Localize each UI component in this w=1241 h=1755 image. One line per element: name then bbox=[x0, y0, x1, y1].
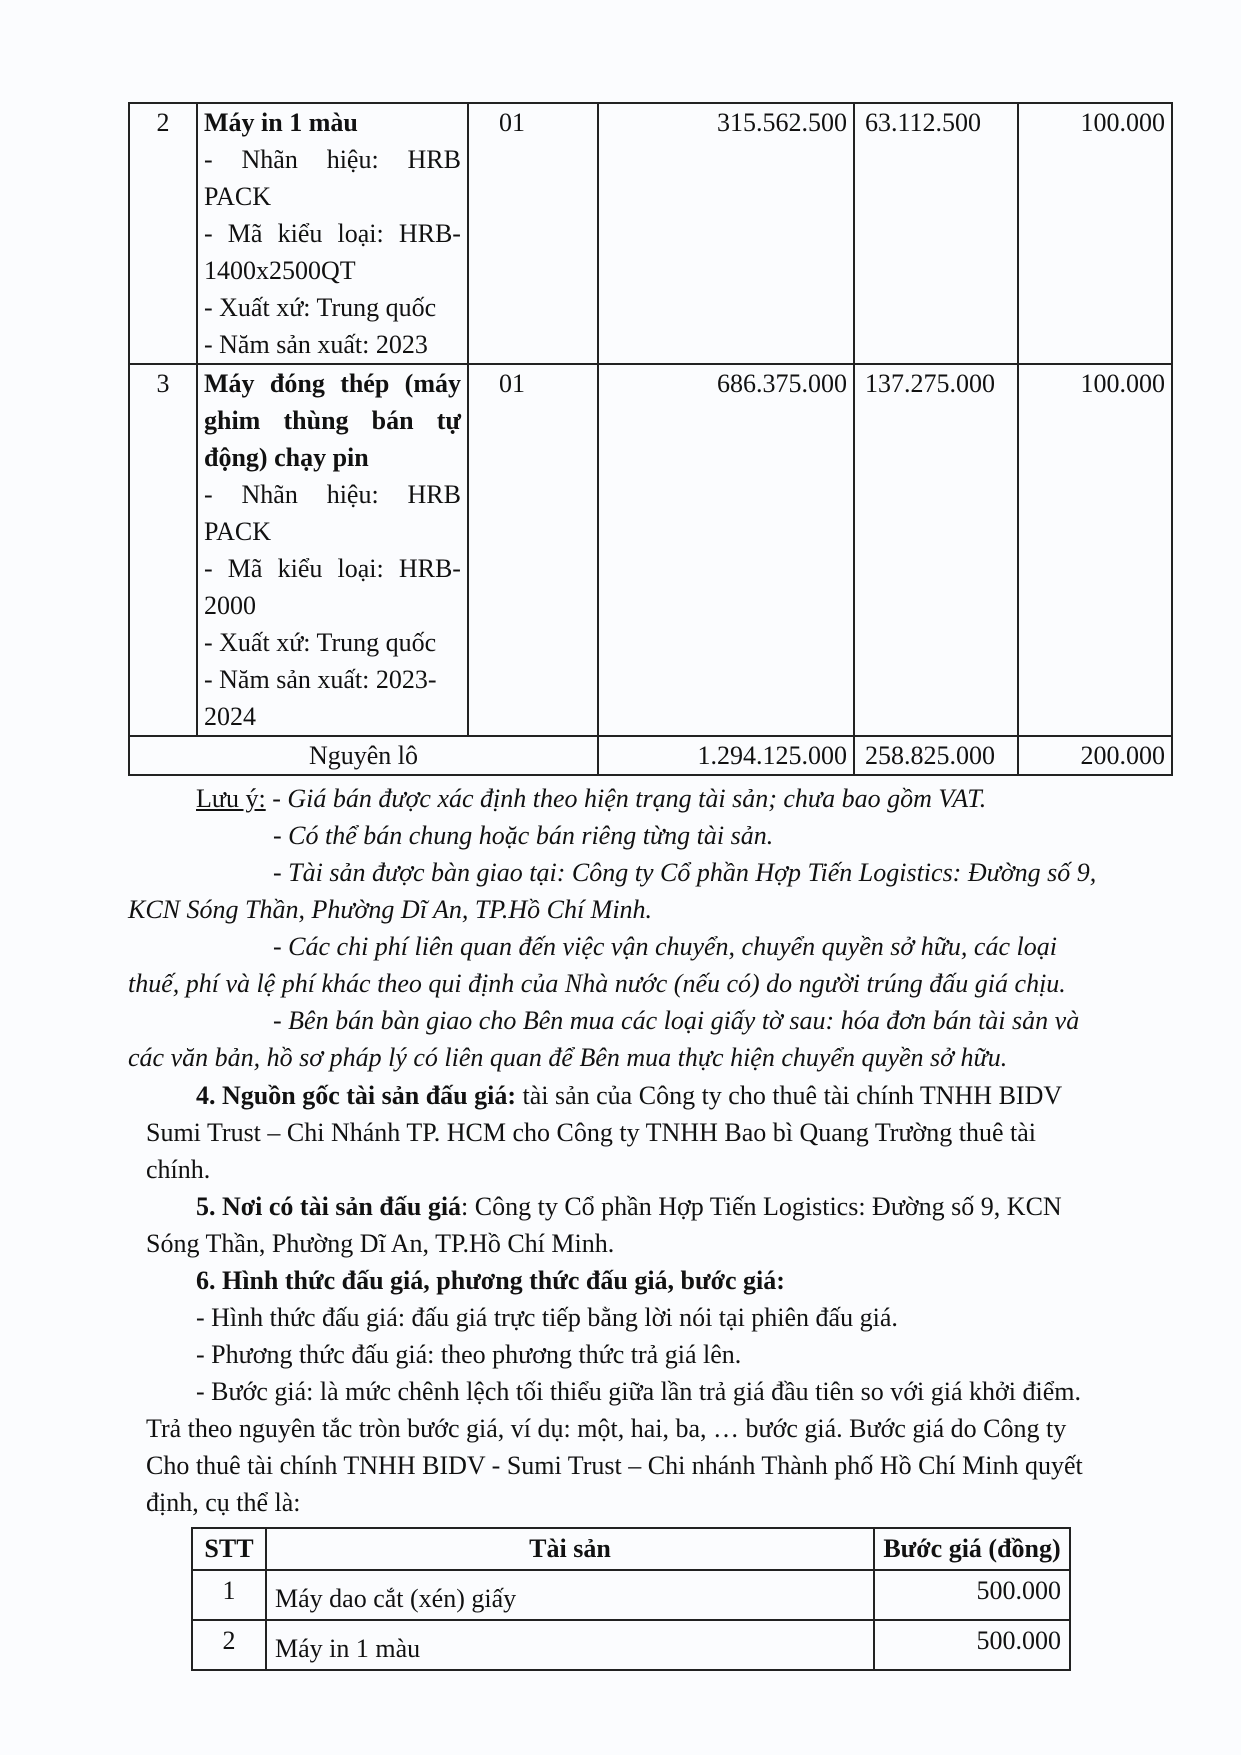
asset-detail: - Nhãn hiệu: HRB bbox=[204, 480, 461, 509]
section-line: chính. bbox=[146, 1155, 211, 1184]
note-line: - Tài sản được bàn giao tại: Công ty Cổ phần Hợp Tiến Logistics: Đường số 9, bbox=[273, 858, 1097, 887]
asset-detail: - Mã kiểu loại: HRB- bbox=[204, 219, 461, 248]
section-line: Trả theo nguyên tắc tròn bước giá, ví dụ: một, hai, ba, … bước giá. Bước giá do Công ty bbox=[146, 1414, 1067, 1443]
asset-detail: PACK bbox=[204, 182, 271, 211]
note-line: - Có thể bán chung hoặc bán riêng từng tài sản. bbox=[273, 821, 774, 850]
section-line: định, cụ thể là: bbox=[146, 1488, 301, 1517]
section-heading: 6. Hình thức đấu giá, phương thức đấu giá, bước giá: bbox=[196, 1266, 785, 1295]
section-heading: 4. Nguồn gốc tài sản đấu giá: bbox=[196, 1081, 516, 1110]
asset-detail: - Xuất xứ: Trung quốc bbox=[204, 293, 437, 322]
total-row bbox=[129, 736, 1172, 775]
stt-cell: 2 bbox=[192, 1620, 266, 1670]
asset-title: ghim thùng bán tự bbox=[204, 406, 461, 435]
asset-detail: - Xuất xứ: Trung quốc bbox=[204, 628, 437, 657]
quantity-cell: 01 bbox=[468, 364, 598, 736]
section-line: - Bước giá: là mức chênh lệch tối thiểu giữa lần trả giá đầu tiên so với giá khởi điểm. bbox=[196, 1377, 1081, 1406]
asset-detail: - Nhãn hiệu: HRB bbox=[204, 145, 461, 174]
section-line: Cho thuê tài chính TNHH BIDV - Sumi Trust – Chi nhánh Thành phố Hồ Chí Minh quyết bbox=[146, 1451, 1083, 1480]
section-6 bbox=[146, 1262, 1151, 1521]
total-starting-price: 1.294.125.000 bbox=[598, 736, 854, 775]
asset-cell: Máy in 1 màu bbox=[266, 1620, 874, 1670]
asset-title: Máy đóng thép (máy bbox=[204, 369, 461, 398]
stt-cell: 1 bbox=[192, 1570, 266, 1620]
note-line: thuế, phí và lệ phí khác theo qui định của Nhà nước (nếu có) do người trúng đấu giá chịu. bbox=[128, 969, 1066, 998]
asset-detail: - Mã kiểu loại: HRB- bbox=[204, 554, 461, 583]
asset-detail: 2000 bbox=[204, 591, 256, 620]
section-line: Sumi Trust – Chi Nhánh TP. HCM cho Công ty TNHH Bao bì Quang Trường thuê tài bbox=[146, 1118, 1037, 1147]
deposit-cell: 137.275.000 bbox=[854, 364, 1018, 736]
table-row bbox=[192, 1620, 1070, 1670]
asset-name-cell bbox=[197, 364, 468, 736]
note-line: Lưu ý: - Giá bán được xác định theo hiện trạng tài sản; chưa bao gồm VAT. bbox=[196, 784, 987, 813]
asset-detail: - Năm sản xuất: 2023 bbox=[204, 330, 428, 359]
section-heading: 5. Nơi có tài sản đấu giá bbox=[196, 1192, 462, 1221]
notes-section bbox=[128, 780, 1151, 1076]
table-row bbox=[192, 1570, 1070, 1620]
asset-detail: - Năm sản xuất: 2023- bbox=[204, 665, 437, 694]
note-line: KCN Sóng Thần, Phường Dĩ An, TP.Hồ Chí Minh. bbox=[128, 895, 653, 924]
total-label: Nguyên lô bbox=[129, 736, 598, 775]
section-line: Sóng Thần, Phường Dĩ An, TP.Hồ Chí Minh. bbox=[146, 1229, 615, 1258]
table-row bbox=[129, 103, 1172, 364]
quantity-cell: 01 bbox=[468, 103, 598, 364]
price-step-table bbox=[191, 1527, 1071, 1671]
note-line: - Các chi phí liên quan đến việc vận chuyển, chuyển quyền sở hữu, các loại bbox=[273, 932, 1057, 961]
step-cell: 500.000 bbox=[874, 1620, 1070, 1670]
asset-detail: 2024 bbox=[204, 702, 256, 731]
asset-title: động) chạy pin bbox=[204, 443, 369, 472]
asset-detail: 1400x2500QT bbox=[204, 256, 356, 285]
section-5 bbox=[146, 1188, 1151, 1262]
starting-price-cell: 686.375.000 bbox=[598, 364, 854, 736]
asset-table bbox=[128, 102, 1173, 776]
asset-cell: Máy dao cắt (xén) giấy bbox=[266, 1570, 874, 1620]
stt-cell: 2 bbox=[129, 103, 197, 364]
table-row bbox=[129, 364, 1172, 736]
note-line: các văn bản, hồ sơ pháp lý có liên quan để Bên mua thực hiện chuyển quyền sở hữu. bbox=[128, 1043, 1008, 1072]
step-cell: 500.000 bbox=[874, 1570, 1070, 1620]
starting-price-cell: 315.562.500 bbox=[598, 103, 854, 364]
header-stt: STT bbox=[192, 1528, 266, 1570]
note-line: - Bên bán bàn giao cho Bên mua các loại giấy tờ sau: hóa đơn bán tài sản và bbox=[273, 1006, 1080, 1035]
section-4 bbox=[146, 1077, 1151, 1188]
section-line: 4. Nguồn gốc tài sản đấu giá: tài sản của Công ty cho thuê tài chính TNHH BIDV bbox=[196, 1081, 1063, 1110]
deposit-cell: 63.112.500 bbox=[854, 103, 1018, 364]
section-line: - Hình thức đấu giá: đấu giá trực tiếp bằng lời nói tại phiên đấu giá. bbox=[196, 1303, 898, 1332]
total-fee: 200.000 bbox=[1018, 736, 1172, 775]
section-line: - Phương thức đấu giá: theo phương thức trả giá lên. bbox=[196, 1340, 742, 1369]
fee-cell: 100.000 bbox=[1018, 103, 1172, 364]
asset-detail: PACK bbox=[204, 517, 271, 546]
stt-cell: 3 bbox=[129, 364, 197, 736]
section-line: 5. Nơi có tài sản đấu giá: Công ty Cổ phần Hợp Tiến Logistics: Đường số 9, KCN bbox=[196, 1192, 1062, 1221]
asset-title: Máy in 1 màu bbox=[204, 108, 358, 137]
notes-label: Lưu ý: bbox=[196, 784, 266, 813]
fee-cell: 100.000 bbox=[1018, 364, 1172, 736]
asset-name-cell bbox=[197, 103, 468, 364]
table-header-row bbox=[192, 1528, 1070, 1570]
header-step: Bước giá (đồng) bbox=[874, 1528, 1070, 1570]
total-deposit: 258.825.000 bbox=[854, 736, 1018, 775]
header-asset: Tài sản bbox=[266, 1528, 874, 1570]
